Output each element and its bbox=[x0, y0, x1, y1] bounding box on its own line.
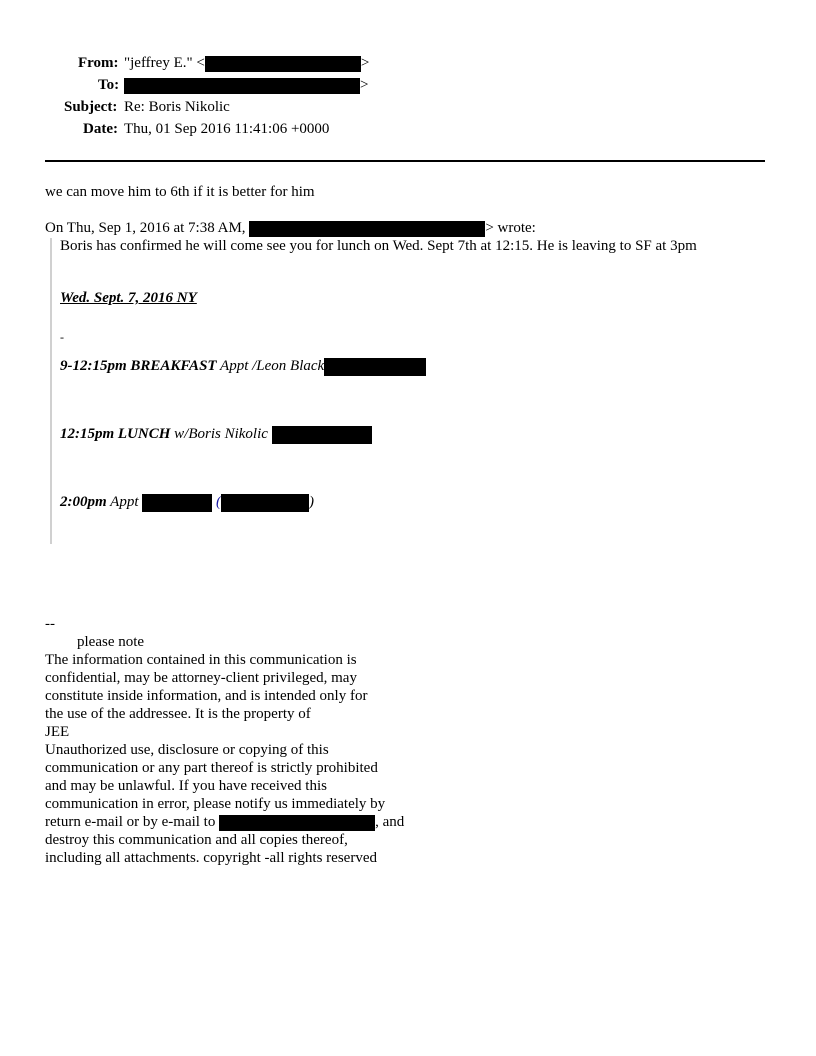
redaction-block bbox=[142, 494, 212, 512]
subject-value: Re: Boris Nikolic bbox=[124, 99, 230, 115]
paren-close: ) bbox=[308, 494, 314, 510]
item-desc: Appt /Leon Black bbox=[216, 358, 325, 374]
disclaimer-line: The information contained in this communication is bbox=[45, 652, 357, 668]
schedule-date-heading: Wed. Sept. 7, 2016 NY bbox=[60, 290, 197, 306]
item-time: 12:15pm LUNCH bbox=[60, 426, 171, 442]
signature-separator: -- bbox=[45, 616, 55, 632]
disclaimer-return-line: return e-mail or by e-mail to , and bbox=[45, 814, 405, 830]
disclaimer-line: Unauthorized use, disclosure or copying of this bbox=[45, 742, 329, 758]
from-value bbox=[124, 54, 369, 72]
item-desc: w/Boris Nikolic bbox=[170, 426, 272, 442]
subject-label: Subject: bbox=[64, 99, 118, 115]
attribution-suffix: > wrote: bbox=[485, 220, 536, 236]
to-value bbox=[124, 76, 368, 94]
please-note: please note bbox=[77, 634, 145, 650]
attribution-line bbox=[45, 219, 536, 237]
redaction-block bbox=[219, 815, 375, 831]
attribution-prefix: On Thu, Sep 1, 2016 at 7:38 AM, bbox=[45, 220, 246, 236]
redaction-block bbox=[124, 78, 360, 94]
disclaimer-line: communication in error, please notify us immediately by bbox=[45, 796, 386, 812]
quoted-line: Boris has confirmed he will come see you for lunch on Wed. Sept 7th at 12:15. He is leaving to SF at 3pm bbox=[60, 238, 697, 254]
disclaimer-line: constitute inside information, and is intended only for bbox=[45, 688, 368, 704]
disclaimer-line: destroy this communication and all copies thereof, bbox=[45, 832, 348, 848]
schedule-dash: - bbox=[60, 330, 64, 344]
disclaimer-line: and may be unlawful. If you have received this bbox=[45, 778, 327, 794]
schedule-item-lunch bbox=[60, 425, 372, 444]
redaction-block bbox=[205, 56, 361, 72]
to-label: To: bbox=[98, 77, 120, 93]
header-divider bbox=[45, 160, 765, 162]
from-name: "jeffrey E." < bbox=[124, 55, 205, 71]
reply-text: we can move him to 6th if it is better for him bbox=[45, 184, 315, 200]
disclaimer-line: confidential, may be attorney-client privileged, may bbox=[45, 670, 357, 686]
item-desc: Appt bbox=[106, 494, 143, 510]
date-label: Date: bbox=[83, 121, 118, 137]
appt-link[interactable]: ( bbox=[216, 494, 309, 510]
from-label: From: bbox=[78, 55, 119, 71]
disclaimer-line: the use of the addressee. It is the property of bbox=[45, 706, 311, 722]
redaction-block bbox=[324, 358, 426, 376]
disclaimer-line: communication or any part thereof is strictly prohibited bbox=[45, 760, 378, 776]
schedule-item-breakfast bbox=[60, 357, 426, 376]
item-time: 2:00pm bbox=[60, 494, 107, 510]
schedule-item-appt bbox=[60, 493, 314, 512]
item-time: 9-12:15pm BREAKFAST bbox=[60, 358, 217, 374]
quote-bar bbox=[50, 238, 52, 544]
redaction-block bbox=[221, 494, 309, 512]
disclaimer-line: JEE bbox=[45, 724, 70, 740]
redaction-block bbox=[272, 426, 372, 444]
redaction-block bbox=[249, 221, 485, 237]
to-close: > bbox=[360, 77, 369, 93]
from-close: > bbox=[360, 55, 370, 71]
disclaimer-line: including all attachments. copyright -all rights reserved bbox=[45, 850, 377, 866]
date-value: Thu, 01 Sep 2016 11:41:06 +0000 bbox=[124, 121, 330, 137]
signature-block bbox=[45, 615, 404, 867]
